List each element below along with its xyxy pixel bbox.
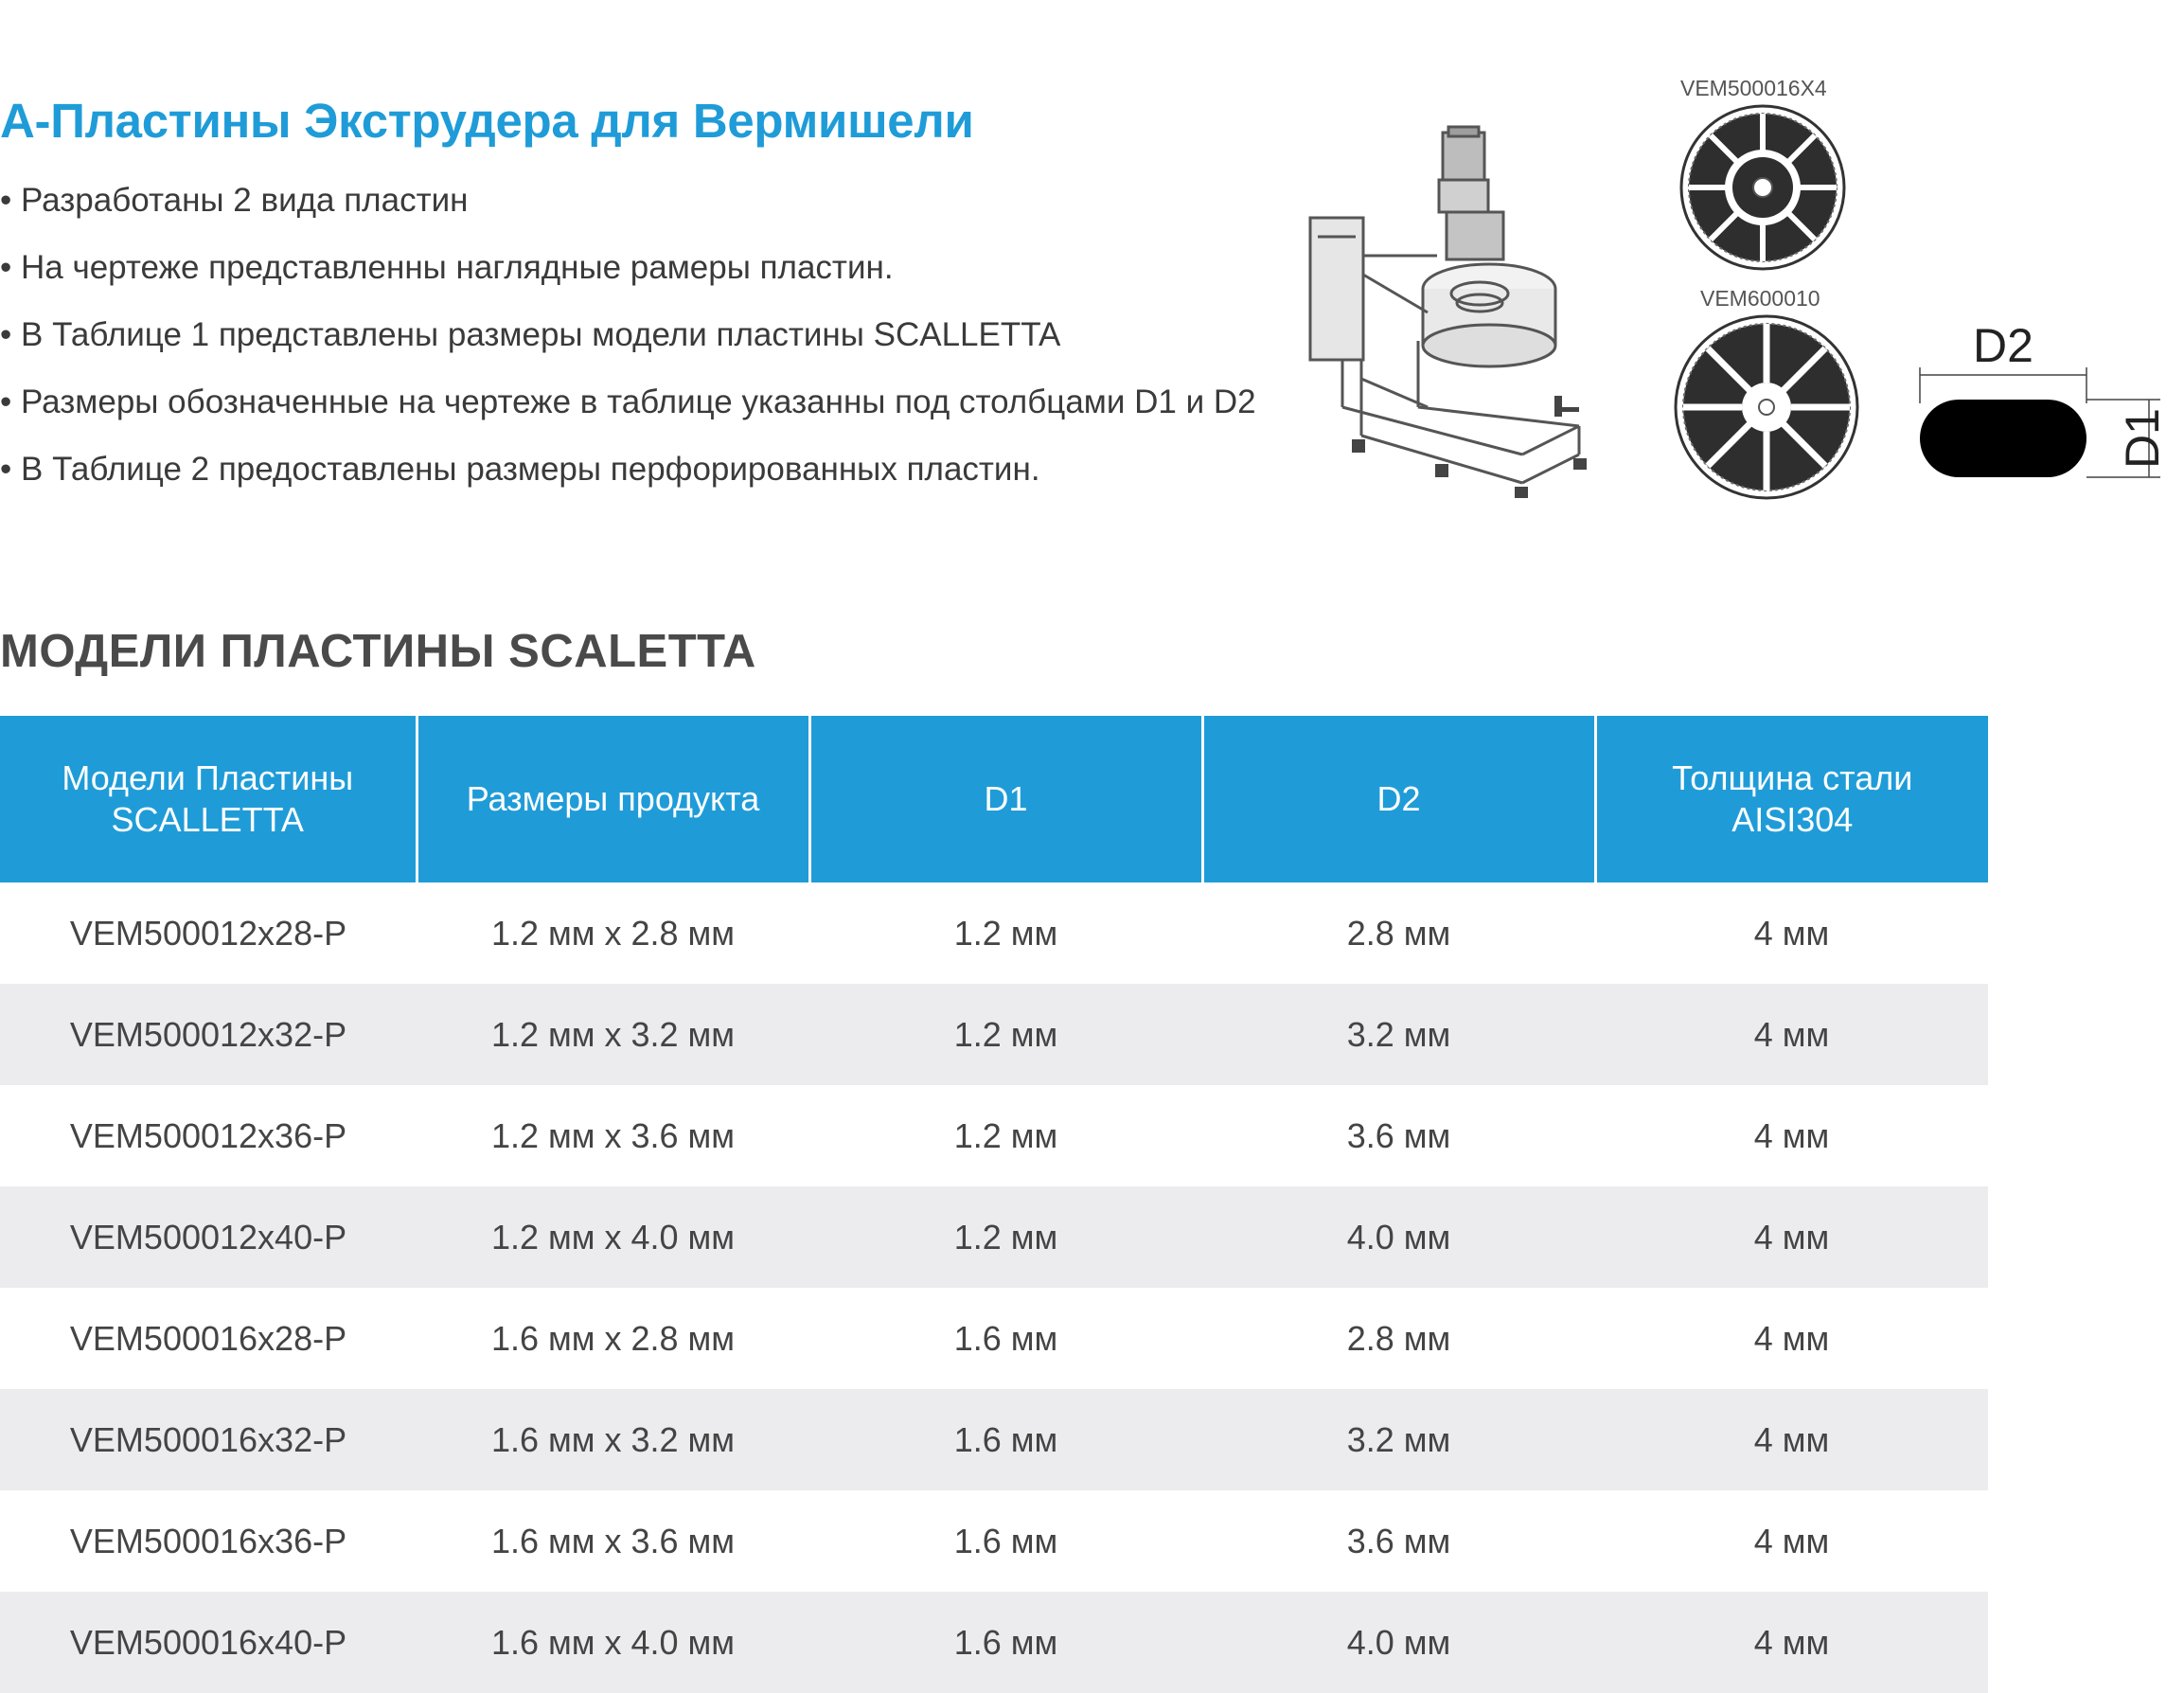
cell-d2: 2.8 мм [1346,1318,1451,1358]
cell-model: VEM500012x40-P [0,1186,417,1288]
cell-product-size: 1.6 мм x 4.0 мм [417,1592,809,1693]
bullet-mark: • [0,383,12,420]
cell-thickness: 4 мм [1595,1389,1988,1490]
cell-product-size: 1.2 мм x 3.6 мм [490,1115,736,1155]
cell-d2: 3.6 мм [1346,1521,1451,1560]
bullet-item [0,301,1256,368]
col-header-model-line1: Модели Пластины [62,758,354,797]
bullet-item [0,436,1256,503]
cell-model: VEM500016x32-P [0,1389,417,1490]
cell-d2: 3.2 мм [1202,984,1595,1085]
cell-d1: 1.2 мм [809,1186,1202,1288]
dim-d2-label: D2 [1973,319,2033,372]
cell-model: VEM500012x36-P [69,1115,347,1155]
cell-d1: 1.2 мм [953,1115,1058,1155]
cell-d1: 1.2 мм [953,913,1058,953]
cell-thickness: 4 мм [1595,984,1988,1085]
cell-product-size: 1.6 мм x 2.8 мм [490,1318,736,1358]
plate-vem600010-drawing [1672,312,1861,502]
cell-thickness: 4 мм [1595,1186,1988,1288]
bullet-text: Разработаны 2 вида пластин [21,182,469,219]
col-header-d1: D1 [809,716,1202,882]
cell-d1: 1.6 мм [953,1318,1058,1358]
cell-d1: 1.6 мм [809,1389,1202,1490]
bullet-text: В Таблице 1 представлены размеры модели пластины SCALLETTA [21,316,1061,353]
cell-product-size: 1.2 мм x 4.0 мм [417,1186,809,1288]
col-header-steel-line2: AISI304 [1731,800,1854,839]
bullet-item [0,167,1256,234]
table-row [0,1592,1988,1693]
cell-d2: 4.0 мм [1202,1592,1595,1693]
bullet-text: В Таблице 2 предоставлены размеры перфорированных пластин. [21,451,1040,488]
plate-vem500016x4-drawing [1678,102,1848,273]
table-row [0,1288,1988,1389]
cell-thickness: 4 мм [1753,1318,1830,1358]
table-header-row [0,716,1988,882]
cell-model: VEM500016x28-P [69,1318,347,1358]
cell-thickness: 4 мм [1595,1592,1988,1693]
section-title: МОДЕЛИ ПЛАСТИНЫ SCALETTA [0,626,756,677]
cell-product-size: 1.6 мм x 3.2 мм [417,1389,809,1490]
extruder-machine-drawing [1305,123,1617,502]
cell-d2: 3.6 мм [1346,1115,1451,1155]
dim-d1-label: D1 [2116,408,2169,469]
col-header-d2: D2 [1202,716,1595,882]
bullet-item [0,368,1256,436]
cell-d1: 1.6 мм [953,1521,1058,1560]
cell-thickness: 4 мм [1753,1521,1830,1560]
plate-label-vem600010: VEM600010 [1700,286,1820,311]
bullet-text: Размеры обозначенные на чертеже в таблице указанны под столбцами D1 и D2 [21,383,1256,420]
bullet-text: На чертеже представленны наглядные рамеры пластин. [21,249,894,286]
plate-label-vem500016x4: VEM500016X4 [1680,76,1827,100]
slot-dimension-drawing [1905,312,2175,492]
cell-d1: 1.2 мм [809,984,1202,1085]
cell-product-size: 1.2 мм x 2.8 мм [490,913,736,953]
table-row [0,882,1988,984]
bullet-item [0,234,1256,301]
cell-model: VEM500012x32-P [0,984,417,1085]
col-header-product-size: Размеры продукта [417,716,809,882]
cell-d2: 4.0 мм [1202,1186,1595,1288]
scaletta-models-table [0,716,1988,1693]
table-row [0,1389,1988,1490]
col-header-steel-line1: Толщина стали [1672,758,1913,797]
bullet-mark: • [0,182,12,219]
cell-d2: 3.2 мм [1202,1389,1595,1490]
cell-thickness: 4 мм [1753,913,1830,953]
bullet-mark: • [0,316,12,353]
cell-model: VEM500012x28-P [69,913,347,953]
cell-d1: 1.6 мм [809,1592,1202,1693]
cell-thickness: 4 мм [1753,1115,1830,1155]
cell-product-size: 1.6 мм x 3.6 мм [490,1521,736,1560]
table-row [0,984,1988,1085]
bullet-mark: • [0,249,12,286]
cell-d2: 2.8 мм [1346,913,1451,953]
table-row [0,1490,1988,1592]
page-title: А-Пластины Экструдера для Вермишели [0,94,974,148]
cell-model: VEM500016x36-P [69,1521,347,1560]
table-row [0,1186,1988,1288]
table-row [0,1085,1988,1186]
cell-model: VEM500016x40-P [0,1592,417,1693]
bullet-list [0,167,1256,503]
col-header-steel-thickness [1595,716,1988,882]
cell-product-size: 1.2 мм x 3.2 мм [417,984,809,1085]
col-header-model [0,716,417,882]
bullet-mark: • [0,451,12,488]
col-header-model-line2: SCALLETTA [111,800,304,839]
